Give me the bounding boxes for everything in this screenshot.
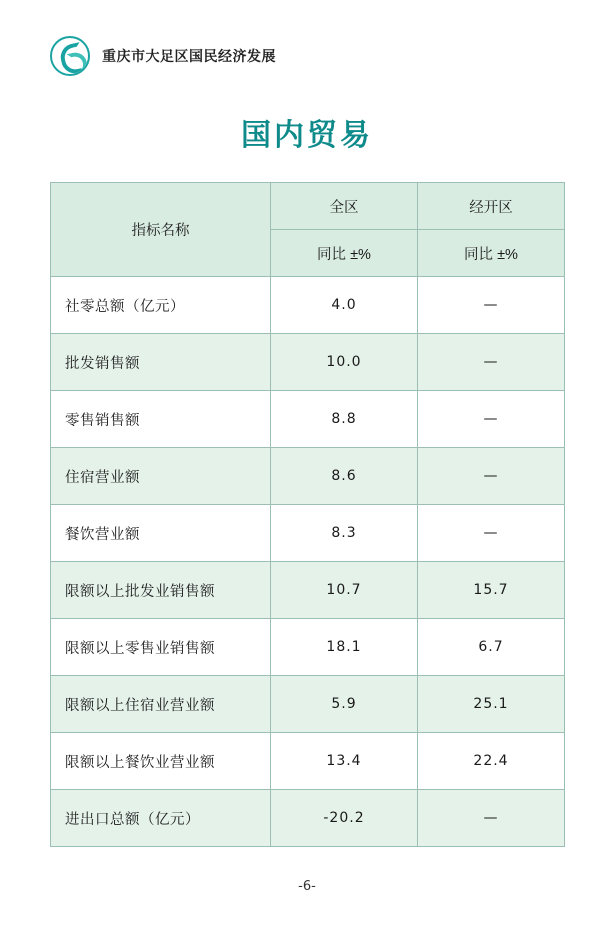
row-label: 住宿营业额 — [51, 448, 271, 505]
table-head — [51, 183, 565, 277]
table-row — [51, 448, 565, 505]
table-row — [51, 391, 565, 448]
row-value-quanqu: 5.9 — [271, 676, 418, 733]
row-value-jingkaiqu: 25.1 — [418, 676, 565, 733]
row-label: 限额以上住宿业营业额 — [51, 676, 271, 733]
row-label: 社零总额（亿元） — [51, 277, 271, 334]
page-number: -6- — [298, 879, 316, 894]
table-row — [51, 619, 565, 676]
row-value-quanqu: 4.0 — [271, 277, 418, 334]
statistics-table — [50, 182, 565, 847]
row-label: 餐饮营业额 — [51, 505, 271, 562]
organization-name: 重庆市大足区国民经济发展 — [102, 48, 276, 64]
column-header-group-jingkaiqu: 经开区 — [418, 183, 565, 230]
row-value-quanqu: -20.2 — [271, 790, 418, 847]
row-value-jingkaiqu: 22.4 — [418, 733, 565, 790]
row-label: 限额以上零售业销售额 — [51, 619, 271, 676]
row-value-jingkaiqu: — — [418, 505, 565, 562]
row-value-jingkaiqu: 6.7 — [418, 619, 565, 676]
table-row — [51, 733, 565, 790]
row-value-quanqu: 8.8 — [271, 391, 418, 448]
row-value-jingkaiqu: — — [418, 790, 565, 847]
row-label: 限额以上批发业销售额 — [51, 562, 271, 619]
row-value-jingkaiqu: 15.7 — [418, 562, 565, 619]
table-row — [51, 676, 565, 733]
row-value-jingkaiqu: — — [418, 391, 565, 448]
row-value-quanqu: 8.3 — [271, 505, 418, 562]
table-row — [51, 505, 565, 562]
table-row — [51, 277, 565, 334]
table-row — [51, 562, 565, 619]
row-value-quanqu: 18.1 — [271, 619, 418, 676]
row-label: 零售销售额 — [51, 391, 271, 448]
table-body — [51, 277, 565, 847]
column-subheader-quanqu: 同比 ±% — [271, 230, 418, 277]
table-header-row-group — [51, 183, 565, 230]
column-header-indicator: 指标名称 — [51, 183, 271, 277]
row-value-quanqu: 8.6 — [271, 448, 418, 505]
row-label: 批发销售额 — [51, 334, 271, 391]
row-value-quanqu: 10.7 — [271, 562, 418, 619]
statistics-table-wrapper — [50, 182, 564, 847]
row-value-jingkaiqu: — — [418, 448, 565, 505]
table-row — [51, 790, 565, 847]
row-value-quanqu: 13.4 — [271, 733, 418, 790]
page-title: 国内贸易 — [241, 118, 373, 153]
row-label: 限额以上餐饮业营业额 — [51, 733, 271, 790]
row-label: 进出口总额（亿元） — [51, 790, 271, 847]
table-row — [51, 334, 565, 391]
row-value-jingkaiqu: — — [418, 277, 565, 334]
row-value-quanqu: 10.0 — [271, 334, 418, 391]
document-header — [0, 0, 614, 76]
swirl-leaf-logo-icon — [50, 36, 90, 76]
column-subheader-jingkaiqu: 同比 ±% — [418, 230, 565, 277]
row-value-jingkaiqu: — — [418, 334, 565, 391]
column-header-group-quanqu: 全区 — [271, 183, 418, 230]
